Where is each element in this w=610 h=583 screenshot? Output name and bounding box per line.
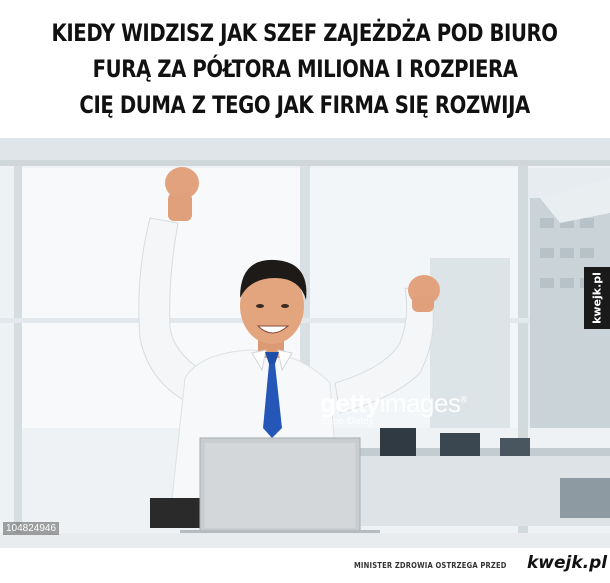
meme-caption	[0, 0, 610, 138]
watermark-trademark: ®	[460, 394, 467, 405]
caption-line-1: KIEDY WIDZISZ JAK SZEF ZAJEŻDŻA POD BIURO	[51, 19, 559, 47]
watermark-brand	[320, 388, 467, 419]
kwejk-side-badge-link[interactable]	[584, 267, 610, 329]
stock-photo-watermark	[320, 388, 467, 427]
caption-line-3: CIĘ DUMA Z TEGO JAK FIRMA SIĘ ROZWIJA	[79, 91, 531, 119]
meme-photo	[0, 138, 610, 548]
kwejk-logo-link[interactable]: kwejk.pl	[527, 553, 608, 573]
watermark-brand-light: images	[379, 388, 461, 418]
office-scene-illustration	[0, 138, 610, 548]
watermark-credit: Lane Oatey	[322, 416, 374, 427]
caption-line-2: FURĄ ZA PÓŁTORA MILIONA I ROZPIERA	[92, 55, 518, 83]
meme-footer	[0, 548, 610, 583]
footer-warning-text: MINISTER ZDROWIA OSTRZEGA PRZED	[354, 561, 507, 570]
watermark-brand-bold: getty	[320, 388, 380, 418]
stock-image-id: 104824946	[3, 522, 59, 535]
side-badge-text: kwejk.pl	[590, 272, 604, 324]
